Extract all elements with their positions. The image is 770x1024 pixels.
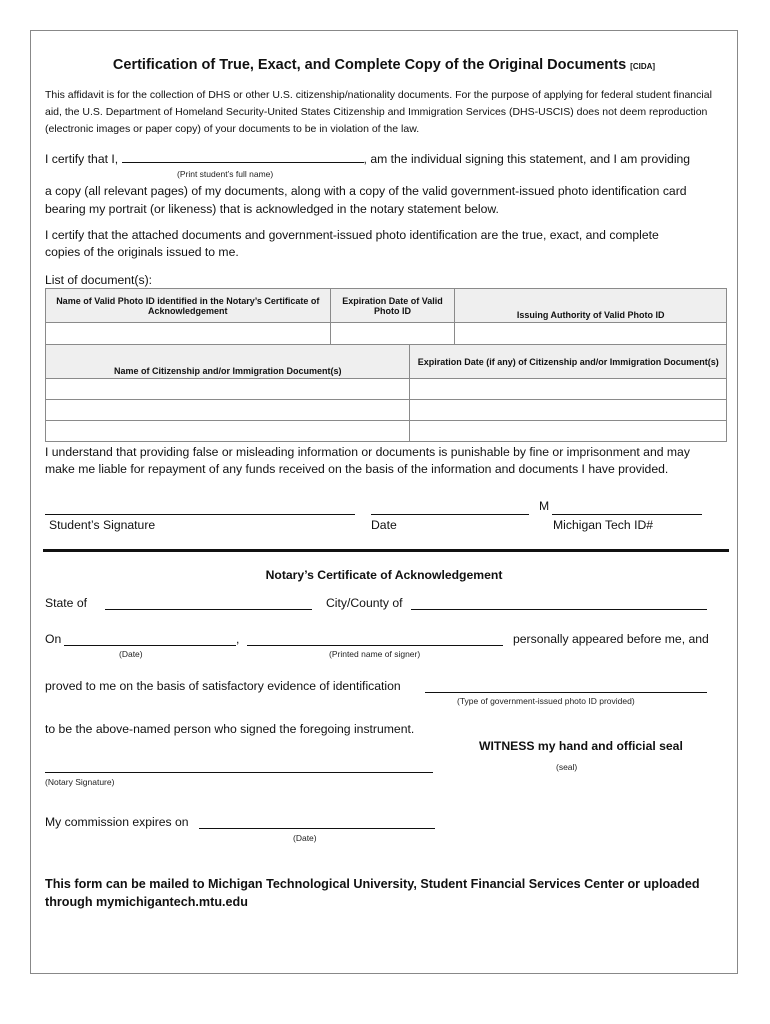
proved-text: proved to me on the basis of satisfactory evidence of identification [45, 679, 401, 693]
footer-line-2: through mymichigantech.mtu.edu [45, 895, 248, 909]
photo-id-name-header: Name of Valid Photo ID identified in the Notary’s Certificate of Acknowledgement [46, 289, 331, 323]
student-name-field[interactable] [122, 151, 364, 163]
state-label: State of [45, 596, 88, 610]
photo-id-table-header [46, 289, 727, 323]
form-title [31, 57, 737, 73]
form-title-tag: [CIDA] [630, 62, 656, 71]
commission-date-field[interactable] [199, 817, 435, 829]
state-field[interactable] [105, 598, 312, 610]
citizenship-table-header [46, 345, 727, 379]
tech-id-field[interactable] [552, 514, 702, 515]
date-hint: (Date) [119, 649, 143, 659]
commission-label: My commission expires on [45, 815, 189, 829]
certify-suffix: , am the individual signing this statement, and I am providing [363, 152, 691, 166]
notary-signature-field[interactable] [45, 761, 433, 773]
table-row [46, 379, 727, 400]
above-named-text: to be the above-named person who signed the foregoing instrument. [45, 722, 415, 736]
citizenship-doc-expiration-cell[interactable] [410, 421, 727, 442]
notary-heading: Notary’s Certificate of Acknowledgement [265, 568, 503, 582]
appeared-text: personally appeared before me, and [513, 632, 709, 646]
certify-name-line [45, 151, 690, 166]
photo-id-expiration-cell[interactable] [330, 323, 455, 345]
citizenship-doc-name-cell[interactable] [46, 379, 410, 400]
photo-id-authority-header: Issuing Authority of Valid Photo ID [455, 289, 727, 323]
table-row [46, 400, 727, 421]
city-county-label: City/County of [326, 596, 403, 610]
seal-placeholder: (seal) [556, 762, 578, 772]
citizenship-doc-table [45, 344, 727, 442]
form-page [30, 30, 738, 974]
witness-text: WITNESS my hand and official seal [479, 739, 683, 753]
understand-line-1: I understand that providing false or misleading information or documents is punishable by fine or imprisonment and may [45, 445, 690, 459]
printed-name-field[interactable] [247, 634, 503, 646]
date-label: Date [371, 518, 397, 532]
citizenship-doc-expiration-cell[interactable] [410, 379, 727, 400]
certify-cont-1: a copy (all relevant pages) of my documents, along with a copy of the valid government-issued photo identification card [45, 184, 687, 198]
form-title-text: Certification of True, Exact, and Complete Copy of the Original Documents [112, 57, 627, 73]
photo-id-expiration-header: Expiration Date of Valid Photo ID [330, 289, 455, 323]
citizenship-doc-name-cell[interactable] [46, 400, 410, 421]
citizenship-doc-name-header: Name of Citizenship and/or Immigration Document(s) [46, 345, 410, 379]
tech-id-label: Michigan Tech ID# [553, 518, 654, 532]
student-signature-field[interactable] [45, 514, 355, 515]
section-divider [43, 549, 729, 552]
commission-date-hint: (Date) [293, 833, 317, 843]
id-type-field[interactable] [425, 681, 707, 693]
certify-2-line-2: copies of the originals issued to me. [45, 245, 239, 259]
id-type-hint: (Type of government-issued photo ID provided) [457, 696, 635, 706]
intro-paragraph: This affidavit is for the collection of DHS or other U.S. citizenship/nationality documents. For the purpose of applying for federal student financial aid, the U.S. Department of Homeland Security-United States Citizenship and Immigration Services (DHS-USCIS) does not deem reproduction (electronic images or paper copy) of your documents to be in violation of the law. [45, 89, 712, 135]
notary-signature-hint: (Notary Signature) [45, 777, 115, 787]
document-list-label: List of document(s): [45, 273, 153, 287]
tech-id-prefix: M [539, 499, 550, 513]
date-field[interactable] [371, 514, 529, 515]
certify-cont-2: bearing my portrait (or likeness) that is acknowledged in the notary statement below. [45, 202, 499, 216]
table-row [46, 323, 727, 345]
table-row [46, 421, 727, 442]
citizenship-doc-expiration-header: Expiration Date (if any) of Citizenship and/or Immigration Document(s) [410, 345, 727, 379]
citizenship-doc-name-cell[interactable] [46, 421, 410, 442]
citizenship-doc-expiration-cell[interactable] [410, 400, 727, 421]
photo-id-table [45, 288, 727, 345]
print-name-hint: (Print student’s full name) [177, 169, 274, 179]
certify-2-line-1: I certify that the attached documents and government-issued photo identification are the true, exact, and complete [45, 228, 659, 242]
city-county-field[interactable] [411, 598, 707, 610]
understand-line-2: make me liable for repayment of any funds received on the basis of the information and documents I have provided. [45, 462, 669, 476]
on-label: On [45, 632, 62, 646]
printed-name-hint: (Printed name of signer) [329, 649, 421, 659]
certify-prefix: I certify that I, [45, 152, 119, 166]
student-signature-label: Student’s Signature [49, 518, 156, 532]
on-date-field[interactable] [64, 634, 236, 646]
photo-id-authority-cell[interactable] [455, 323, 727, 345]
footer-line-1: This form can be mailed to Michigan Technological University, Student Financial Services Center or uploaded [45, 877, 700, 891]
photo-id-name-cell[interactable] [46, 323, 331, 345]
on-comma: , [236, 632, 240, 646]
